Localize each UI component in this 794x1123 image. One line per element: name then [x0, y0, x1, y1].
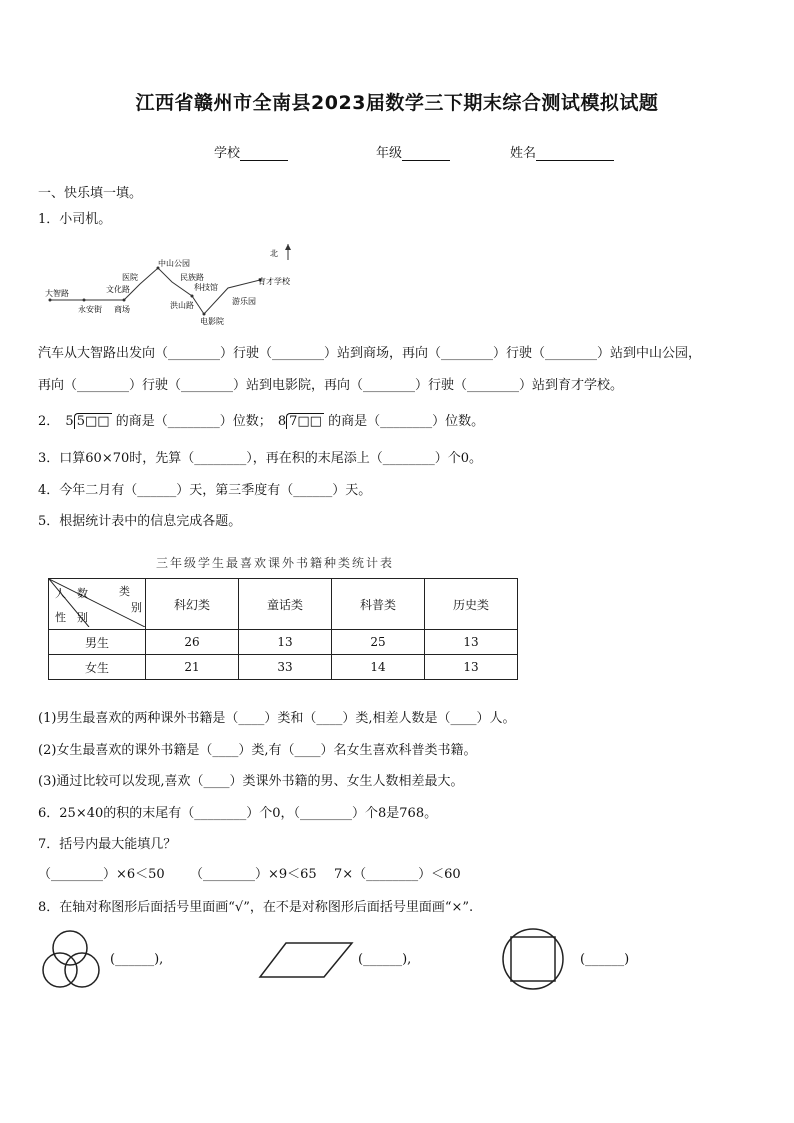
- table-cell: 13: [239, 630, 332, 655]
- name-field: 姓名: [510, 142, 614, 161]
- map-yongan: 永安街: [78, 305, 102, 314]
- question-4: 4．今年二月有（______）天，第三季度有（______）天。: [38, 483, 372, 498]
- map-youle: 游乐园: [232, 297, 256, 306]
- long-division-1: 5 5□□: [65, 414, 110, 429]
- table-cell: 25: [332, 630, 425, 655]
- col-header: 科幻类: [146, 579, 239, 630]
- table-row: [49, 630, 518, 655]
- circle-square-figure: [500, 926, 566, 992]
- question-1-line-2: 再向（________）行驶（________）站到电影院，再向（________）行驶（________）站到育才学校。: [38, 378, 624, 393]
- answer-blank[interactable]: (______): [580, 952, 630, 967]
- question-3: 3．口算60×70时，先算（________），再在积的末尾添上（________）个0。: [38, 451, 483, 466]
- row-label: 女生: [49, 655, 146, 680]
- long-division-2: 8 7□□: [277, 414, 322, 429]
- table-cell: 13: [425, 655, 518, 680]
- map-yucai: 育才学校: [258, 277, 290, 286]
- grade-blank[interactable]: [402, 146, 450, 161]
- table-header-row: [49, 579, 518, 630]
- map-hongshan: 洪山路: [170, 301, 194, 310]
- map-dazhi: 大智路: [45, 289, 69, 298]
- question-6: 6．25×40的积的末尾有（________）个0，（________）个8是768。: [38, 806, 438, 821]
- question-1-line-1: 汽车从大智路出发向（________）行驶（________）站到商场，再向（________）行驶（________）站到中山公园，: [38, 346, 702, 361]
- section-heading: 一、快乐填一填。: [38, 186, 143, 201]
- row-label: 男生: [49, 630, 146, 655]
- page-title: 江西省赣州市全南县2023届数学三下期末综合测试模拟试题: [135, 92, 659, 114]
- map-zhongshan: 中山公园: [158, 259, 190, 268]
- table-cell: 21: [146, 655, 239, 680]
- school-blank[interactable]: [240, 146, 288, 161]
- question-8-label: 8．在轴对称图形后面括号里面画“√”，在不是对称图形后面括号里面画“×”.: [38, 900, 474, 915]
- question-1-label: 1．小司机。: [38, 212, 112, 227]
- col-header: 童话类: [239, 579, 332, 630]
- question-5-sub-2: (2)女生最喜欢的课外书籍是（____）类,有（____）名女生喜欢科普类书籍。: [38, 743, 477, 758]
- map-yiyuan: 医院: [122, 273, 138, 282]
- name-blank[interactable]: [536, 146, 614, 161]
- north-label: 北: [270, 249, 278, 258]
- answer-blank[interactable]: (______),: [358, 952, 412, 967]
- map-keji: 科技馆: [194, 283, 218, 292]
- table-cell: 14: [332, 655, 425, 680]
- table-cell: 13: [425, 630, 518, 655]
- map-minzu: 民族路: [180, 273, 204, 282]
- table-corner-cell: 类 别 人 数 性 别: [49, 579, 146, 630]
- answer-blank[interactable]: (______),: [110, 952, 164, 967]
- three-circles-figure: [40, 928, 106, 992]
- table-title: 三年级学生最喜欢课外书籍种类统计表: [156, 556, 395, 570]
- school-field: 学校: [214, 142, 288, 161]
- stats-table: [48, 578, 518, 680]
- question-2: 2． 5 5□□ 的商是（________）位数； 8 7□□ 的商是（________）位数。: [38, 414, 485, 429]
- route-map: [42, 244, 304, 328]
- question-7-item: （________）×9＜65: [190, 867, 317, 882]
- map-shangchang: 商场: [114, 305, 130, 314]
- question-7-item: （________）×6＜50: [38, 867, 165, 882]
- table-row: [49, 655, 518, 680]
- question-5-sub-3: (3)通过比较可以发现,喜欢（____）类课外书籍的男、女生人数相差最大。: [38, 774, 464, 789]
- col-header: 历史类: [425, 579, 518, 630]
- question-7-item: 7×（________）＜60: [334, 867, 461, 882]
- col-header: 科普类: [332, 579, 425, 630]
- map-dianying: 电影院: [200, 317, 224, 326]
- grade-field: 年级: [376, 142, 450, 161]
- question-5-sub-1: (1)男生最喜欢的两种课外书籍是（____）类和（____）类,相差人数是（____）人。: [38, 711, 516, 726]
- table-cell: 26: [146, 630, 239, 655]
- table-cell: 33: [239, 655, 332, 680]
- map-wenhua: 文化路: [106, 285, 130, 294]
- question-5-label: 5．根据统计表中的信息完成各题。: [38, 514, 242, 529]
- parallelogram-figure: [258, 940, 354, 980]
- question-7-label: 7．括号内最大能填几？: [38, 837, 177, 852]
